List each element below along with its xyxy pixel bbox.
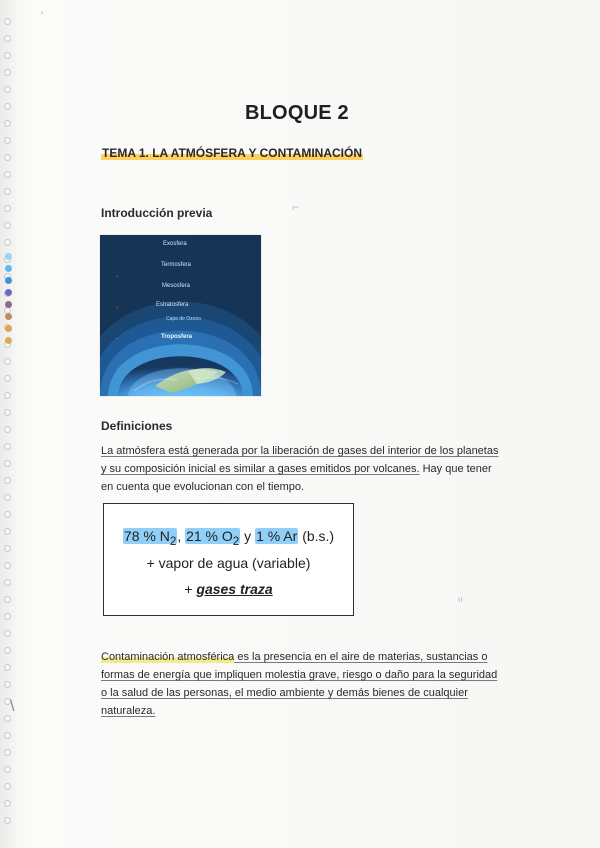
binder-ring xyxy=(4,766,11,773)
definition-paragraph-1 xyxy=(101,442,499,496)
definition-paragraph-1-lead: La atmósfera está generada por la liberación de gases del interior de los planetas y su composición inicial es similar a gases emitidos por volcanes. xyxy=(101,445,499,475)
binder-ring xyxy=(4,749,11,756)
scan-mark: ⌐ xyxy=(292,200,300,214)
binder-ring xyxy=(4,69,11,76)
definitions-heading: Definiciones xyxy=(101,419,173,433)
topic-title xyxy=(101,146,363,160)
binder-edge xyxy=(0,18,18,838)
binder-ring xyxy=(4,188,11,195)
composition-separator: , xyxy=(177,528,186,544)
binder-ring xyxy=(4,171,11,178)
altitude-tick: ◦ xyxy=(116,367,118,373)
trace-prefix: + xyxy=(184,581,197,597)
binder-ring xyxy=(4,460,11,467)
topic-title-text: TEMA 1. LA ATMÓSFERA Y CONTAMINACIÓN xyxy=(102,146,362,160)
binder-ring xyxy=(4,800,11,807)
binder-ring xyxy=(4,579,11,586)
n2-text: 78 % N xyxy=(123,528,170,544)
binder-ring xyxy=(4,409,11,416)
binder-ring xyxy=(4,86,11,93)
binder-ring xyxy=(4,477,11,484)
definition-paragraph-2 xyxy=(101,648,499,720)
binder-ring xyxy=(4,732,11,739)
binder-ring xyxy=(4,222,11,229)
binder-ring xyxy=(4,137,11,144)
atmo-label-termosfera: Termosfera xyxy=(161,262,192,268)
binder-ring xyxy=(4,681,11,688)
binder-ring xyxy=(4,596,11,603)
altitude-tick: ◦ xyxy=(116,274,118,280)
binder-ring xyxy=(4,494,11,501)
contamination-definition: es la presencia en el aire de materias, sustancias o formas de energía que impliquen molestia grave, riesgo o daño para la seguridad o la salud de las personas, el medio ambiente y demás bienes de cualquier naturaleza. xyxy=(101,651,498,717)
binder-ring xyxy=(4,562,11,569)
n2-highlight xyxy=(123,528,177,548)
binder-ring xyxy=(4,443,11,450)
o2-subscript: 2 xyxy=(232,534,240,548)
trace-gases-text: gases traza xyxy=(196,581,273,597)
atmosphere-illustration xyxy=(100,235,261,396)
atmo-label-exosfera: Exosfera xyxy=(163,241,187,247)
binder-ring xyxy=(4,154,11,161)
composition-connector: y xyxy=(240,528,256,544)
altitude-tick: ◦ xyxy=(116,305,118,311)
o2-text: 21 % O xyxy=(186,528,233,544)
binder-ring xyxy=(4,392,11,399)
binder-ring xyxy=(4,783,11,790)
binder-ring xyxy=(4,664,11,671)
binder-ring xyxy=(4,545,11,552)
binder-ring xyxy=(4,647,11,654)
color-dot xyxy=(5,301,12,308)
atmo-label-estratosfera: Estratosfera xyxy=(156,302,189,308)
binder-ring xyxy=(4,630,11,637)
n2-subscript: 2 xyxy=(169,534,177,548)
atmo-label-capa-ozono: Capa de Ozono xyxy=(166,316,202,322)
binder-ring xyxy=(4,358,11,365)
side-mark: ıı xyxy=(458,595,463,604)
contamination-term: Contaminación atmosférica xyxy=(101,651,235,663)
composition-line-3 xyxy=(104,581,353,597)
composition-line-1 xyxy=(104,528,353,548)
binder-ring xyxy=(4,613,11,620)
atmospheric-composition-box xyxy=(103,503,354,616)
dry-basis-label: (b.s.) xyxy=(298,528,335,544)
pen-mark: \ xyxy=(10,698,15,715)
binder-ring xyxy=(4,528,11,535)
color-dot xyxy=(5,313,12,320)
binder-ring xyxy=(4,205,11,212)
binder-ring xyxy=(4,239,11,246)
page-title: BLOQUE 2 xyxy=(245,102,349,124)
introduction-heading: Introducción previa xyxy=(101,206,213,220)
altitude-tick: ◦ xyxy=(116,387,118,393)
atmo-label-mesosfera: Mesosfera xyxy=(162,283,191,289)
binder-ring xyxy=(4,817,11,824)
ar-highlight: 1 % Ar xyxy=(256,528,298,544)
binder-ring xyxy=(4,52,11,59)
color-dot xyxy=(5,253,12,260)
color-dot xyxy=(5,277,12,284)
scan-mark: ' xyxy=(41,9,44,23)
atmo-label-troposfera: Troposfera xyxy=(161,334,193,340)
binder-ring xyxy=(4,426,11,433)
o2-highlight xyxy=(185,528,240,548)
binder-ring xyxy=(4,18,11,25)
color-dot xyxy=(5,289,12,296)
binder-ring xyxy=(4,375,11,382)
color-dot xyxy=(5,337,12,344)
color-dot xyxy=(5,325,12,332)
altitude-tick: ◦ xyxy=(116,336,118,342)
binder-ring xyxy=(4,103,11,110)
color-dot xyxy=(5,265,12,272)
composition-line-2: + vapor de agua (variable) xyxy=(146,555,311,571)
binder-ring xyxy=(4,120,11,127)
definition-paragraph-1-tail: Hay que tener en cuenta que evolucionan con el tiempo. xyxy=(101,463,492,493)
binder-ring xyxy=(4,511,11,518)
binder-ring xyxy=(4,715,11,722)
binder-ring xyxy=(4,35,11,42)
